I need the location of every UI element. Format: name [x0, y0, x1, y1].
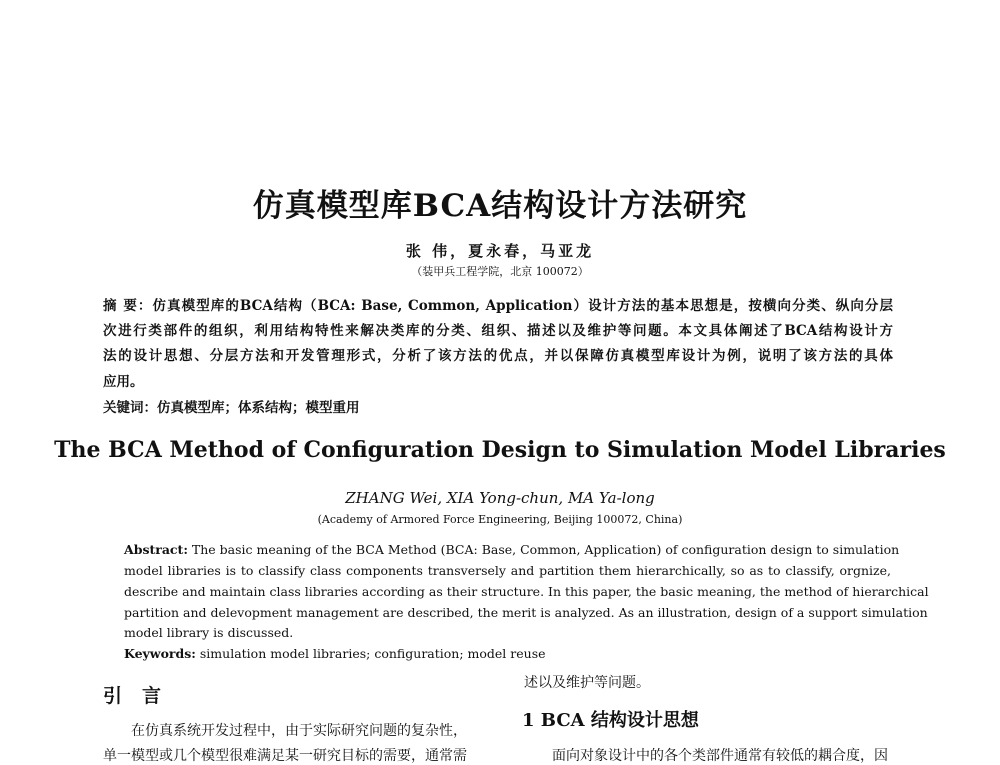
abstract-en-label: Abstract:: [124, 542, 188, 557]
abstract-en-line: describe and maintain class libraries according as their structure. In this paper, the basic meaning, the method of hierarchical: [124, 584, 929, 599]
authors-en: ZHANG Wei, XIA Yong-chun, MA Ya-long: [345, 489, 655, 507]
intro-heading: [103, 681, 181, 708]
abstract-cn-text: 仿真模型库的BCA结构（BCA: Base, Common, Application）设计方法的基本思想是，按横向分类、纵向分层: [152, 298, 893, 314]
abstract-cn-line: 法的设计思想、分层方法和开发管理形式，分析了该方法的优点，并以保障仿真模型库设计为例，说明了该方法的具体: [103, 348, 893, 364]
abstract-en-line: [124, 542, 900, 557]
keywords-en: [124, 646, 891, 661]
keywords-cn-label: 关键词：: [103, 400, 157, 416]
abstract-en-line: partition and delevopment management are described, the merit is analyzed. As an illustration, design of a support simulation: [124, 605, 928, 620]
abstract-cn-label: 摘 要：: [103, 298, 153, 314]
abstract-en-line: model library is discussed.: [124, 625, 294, 640]
keywords-cn: [103, 396, 893, 416]
keywords-cn-text: 仿真模型库；体系结构；模型重用: [157, 400, 360, 416]
paper-title-cn: 仿真模型库BCA结构设计方法研究: [252, 188, 748, 224]
affiliation-en: (Academy of Armored Force Engineering, Beijing 100072, China): [317, 513, 683, 526]
intro-text-line: 在仿真系统开发过程中，由于实际研究问题的复杂性，: [131, 723, 467, 739]
intro-heading-char: 引: [103, 685, 123, 707]
abstract-en-text: The basic meaning of the BCA Method (BCA: Base, Common, Application) of configuration design to simulation: [191, 542, 900, 557]
authors-cn: 张 伟，夏永春，马亚龙: [405, 242, 595, 260]
affiliation-cn: （装甲兵工程学院，北京 100072）: [411, 265, 589, 278]
keywords-en-label: Keywords:: [124, 646, 196, 661]
abstract-en-line: model libraries is to classify class components transversely and partition them hierarchically, so as to classify, orgnize,: [124, 563, 891, 578]
abstract-cn-line: 应用。: [103, 374, 144, 390]
abstract-cn-line: 次进行类部件的组织，利用结构特性来解决类库的分类、组织、描述以及维护等问题。本文具体阐述了BCA结构设计方: [103, 323, 893, 339]
section-1-heading: 1 BCA 结构设计思想: [522, 710, 699, 731]
paper-title-en: The BCA Method of Configuration Design to Simulation Model Libraries: [54, 437, 946, 463]
right-col-continuation: 述以及维护等问题。: [524, 675, 650, 691]
section-1-text-line: 面向对象设计中的各个类部件通常有较低的耦合度，因: [552, 748, 888, 764]
intro-heading-char: 言: [142, 685, 162, 707]
abstract-cn-line: [103, 294, 893, 314]
keywords-en-text: simulation model libraries; configuration; model reuse: [199, 646, 546, 661]
intro-text-line: 单一模型或几个模型很难满足某一研究目标的需要，通常需: [103, 748, 467, 764]
